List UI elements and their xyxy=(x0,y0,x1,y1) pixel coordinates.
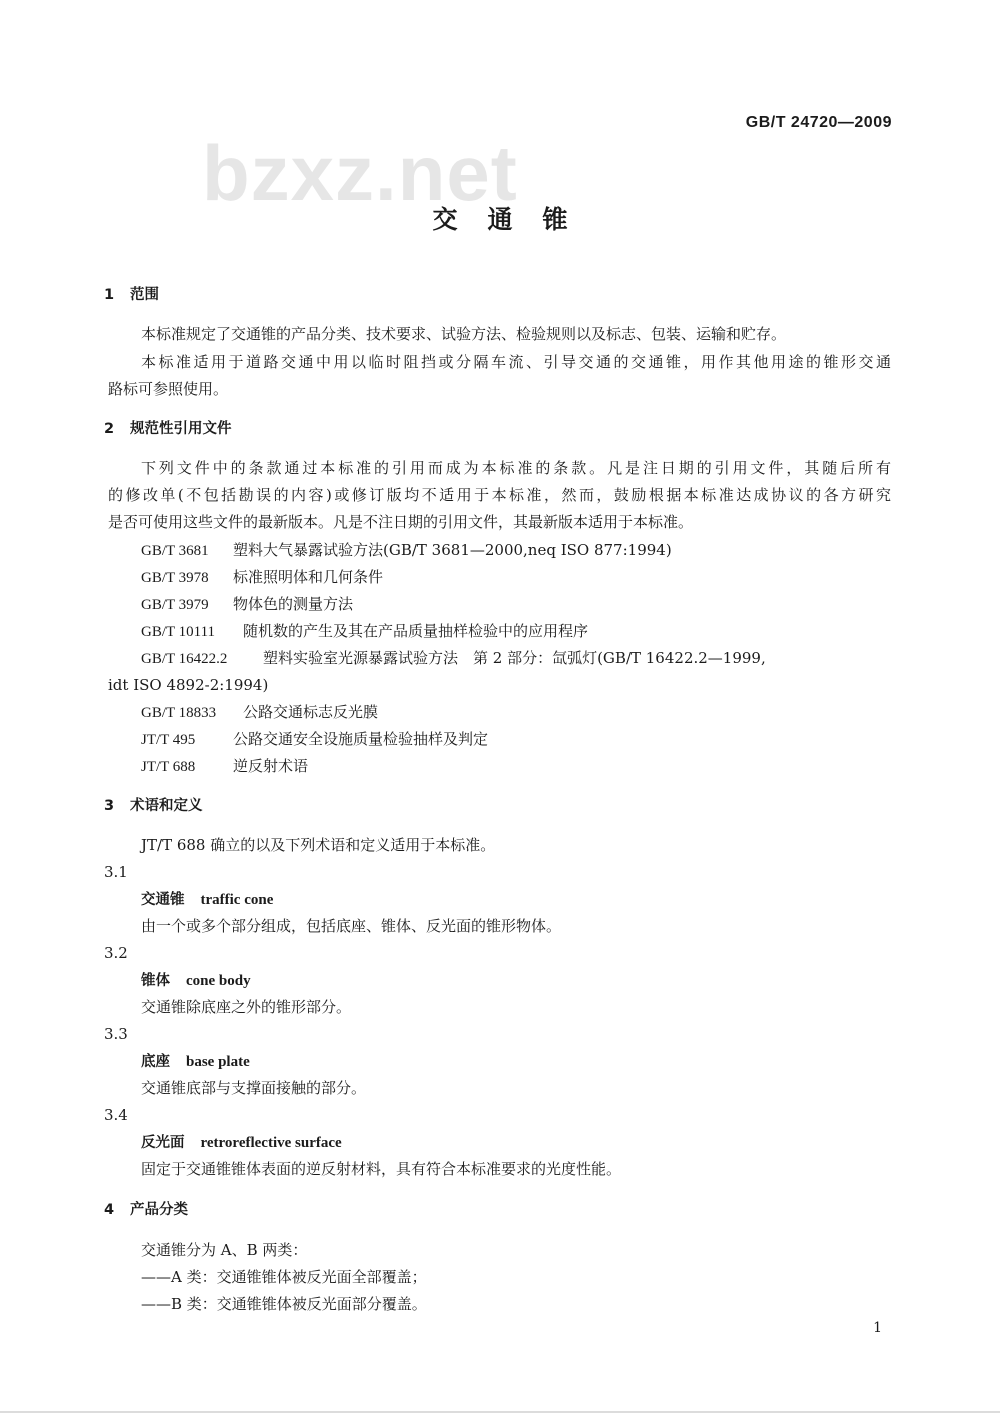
reference-code: GB/T 3681 xyxy=(141,543,209,559)
reference-code: JT/T 495 xyxy=(141,732,196,748)
term-en: base plate xyxy=(186,1054,250,1070)
list-item: ——B 类：交通锥锥体被反光面部分覆盖。 xyxy=(141,1295,427,1313)
list-item: ——A 类：交通锥锥体被反光面全部覆盖； xyxy=(141,1268,427,1286)
watermark: bzxz.net xyxy=(202,129,518,217)
reference-item xyxy=(141,621,588,642)
paragraph: 本标准规定了交通锥的产品分类、技术要求、试验方法、检验规则以及标志、包装、运输和贮存。 xyxy=(141,325,787,343)
page-bottom-edge xyxy=(0,1411,1000,1413)
term-zh: 交通锥 xyxy=(141,892,185,908)
term-number: 3.4 xyxy=(104,1106,128,1124)
reference-title: 公路交通标志反光膜 xyxy=(243,703,379,721)
term-definition: 由一个或多个部分组成，包括底座、锥体、反光面的锥形物体。 xyxy=(141,917,562,935)
reference-title: 逆反射术语 xyxy=(233,757,309,775)
reference-continuation: idt ISO 4892-2:1994) xyxy=(108,676,269,694)
term-entry xyxy=(141,970,251,991)
term-definition: 交通锥底部与支撑面接触的部分。 xyxy=(141,1079,367,1097)
paragraph: 是否可使用这些文件的最新版本。凡是不注日期的引用文件，其最新版本适用于本标准。 xyxy=(108,513,694,531)
reference-title: 标准照明体和几何条件 xyxy=(233,568,384,586)
section-2-heading xyxy=(104,419,232,439)
term-en: retroreflective surface xyxy=(200,1135,342,1151)
reference-item xyxy=(141,594,353,615)
term-number: 3.1 xyxy=(104,863,128,881)
term-definition: 固定于交通锥锥体表面的逆反射材料，具有符合本标准要求的光度性能。 xyxy=(141,1160,622,1178)
paragraph: 下列文件中的条款通过本标准的引用而成为本标准的条款。凡是注日期的引用文件，其随后所有 xyxy=(141,459,891,477)
paragraph: 路标可参照使用。 xyxy=(108,380,229,398)
reference-title: 塑料大气暴露试验方法(GB/T 3681—2000,neq ISO 877:1994) xyxy=(233,541,672,559)
reference-item xyxy=(141,540,672,561)
reference-item xyxy=(141,756,308,777)
term-entry xyxy=(141,889,273,910)
reference-item xyxy=(141,729,488,750)
section-1-heading xyxy=(104,285,159,305)
reference-code: GB/T 18833 xyxy=(141,705,217,721)
term-entry xyxy=(141,1051,250,1072)
reference-title: 随机数的产生及其在产品质量抽样检验中的应用程序 xyxy=(243,622,589,640)
reference-code: GB/T 10111 xyxy=(141,624,216,640)
document-title: 交通锥 xyxy=(432,205,598,234)
reference-title: 公路交通安全设施质量检验抽样及判定 xyxy=(233,730,489,748)
paragraph: 交通锥分为 A、B 两类： xyxy=(141,1241,308,1259)
reference-title: 物体色的测量方法 xyxy=(233,595,354,613)
section-number: 1 xyxy=(104,287,115,303)
reference-item xyxy=(141,702,378,723)
reference-code: JT/T 688 xyxy=(141,759,196,775)
reference-code: GB/T 3979 xyxy=(141,597,209,613)
section-title: 范围 xyxy=(130,287,159,303)
term-en: cone body xyxy=(186,973,251,989)
section-number: 3 xyxy=(104,798,115,814)
term-zh: 底座 xyxy=(141,1054,170,1070)
section-number: 2 xyxy=(104,421,115,437)
term-definition: 交通锥除底座之外的锥形部分。 xyxy=(141,998,352,1016)
page-number: 1 xyxy=(873,1320,882,1336)
standard-code: GB/T 24720—2009 xyxy=(745,114,892,131)
term-zh: 锥体 xyxy=(141,973,170,989)
paragraph: JT/T 688 确立的以及下列术语和定义适用于本标准。 xyxy=(141,836,496,854)
term-zh: 反光面 xyxy=(141,1135,185,1151)
term-entry xyxy=(141,1132,342,1153)
section-title: 术语和定义 xyxy=(130,798,203,814)
section-number: 4 xyxy=(104,1202,115,1218)
section-4-heading xyxy=(104,1200,188,1220)
reference-item xyxy=(141,567,383,588)
reference-item xyxy=(141,648,766,669)
section-title: 规范性引用文件 xyxy=(130,421,232,437)
section-title: 产品分类 xyxy=(130,1202,188,1218)
paragraph: 的修改单(不包括勘误的内容)或修订版均不适用于本标准，然而，鼓励根据本标准达成协议的各方研究 xyxy=(108,486,891,504)
paragraph: 本标准适用于道路交通中用以临时阻挡或分隔车流、引导交通的交通锥，用作其他用途的锥形交通 xyxy=(141,353,891,371)
term-number: 3.3 xyxy=(104,1025,128,1043)
reference-code: GB/T 16422.2 xyxy=(141,651,228,667)
term-number: 3.2 xyxy=(104,944,128,962)
reference-code: GB/T 3978 xyxy=(141,570,209,586)
term-en: traffic cone xyxy=(200,892,274,908)
section-3-heading xyxy=(104,796,203,816)
reference-title: 塑料实验室光源暴露试验方法 第 2 部分：氙弧灯(GB/T 16422.2—1999, xyxy=(263,649,766,667)
